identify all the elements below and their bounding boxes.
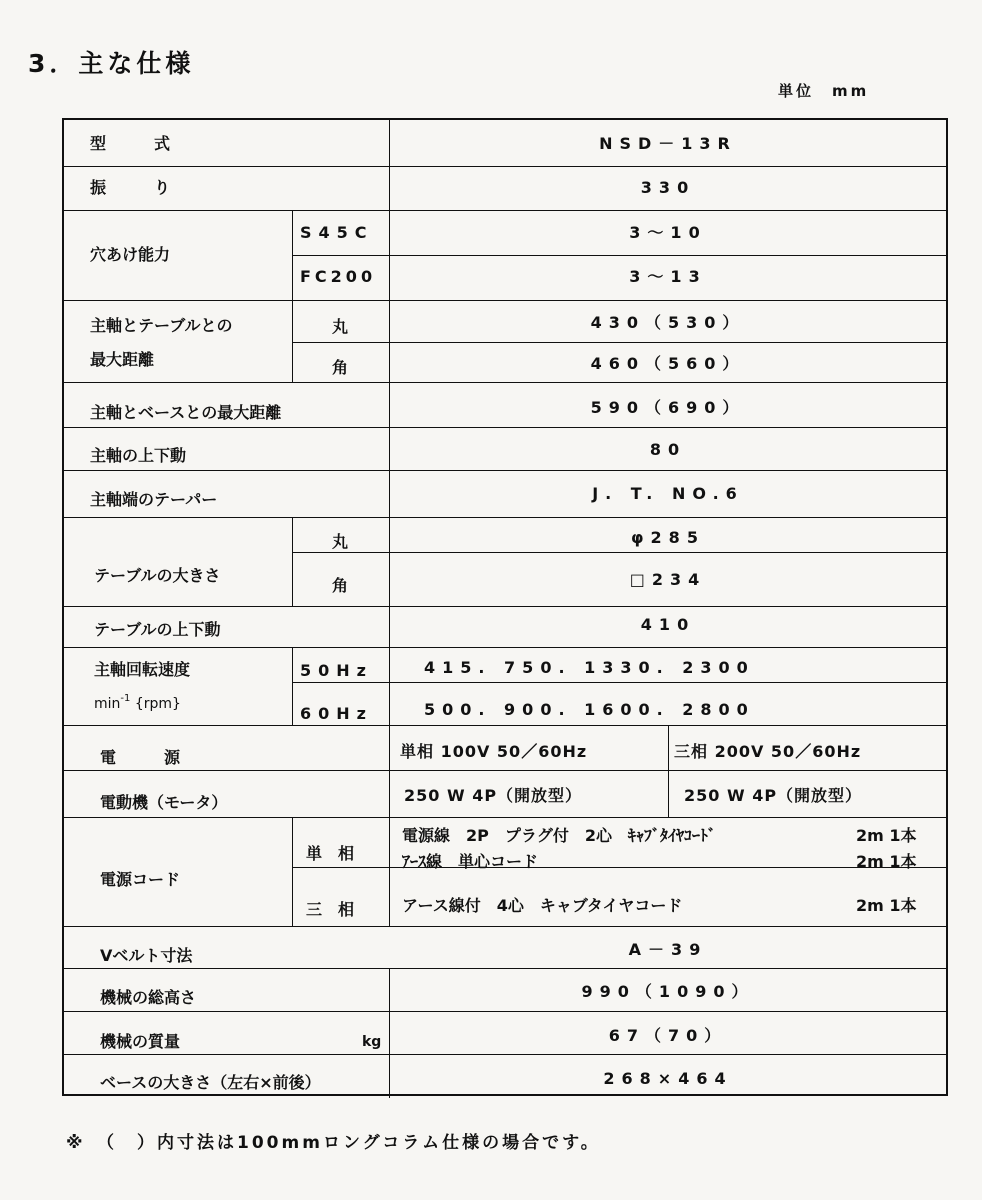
cord-single-line1: 電源線 2P プラグ付 2心 ｷｬﾌﾞﾀｲﾔｺｰﾄﾞ [402, 826, 716, 845]
label-weight-unit: kg [362, 1034, 382, 1050]
value-60hz: 500. 900. 1600. 2800 [424, 700, 755, 719]
value-motor-single: 250 W 4P（開放型） [404, 786, 583, 805]
footnote: ※ （ ）内寸法は100mmロングコラム仕様の場合です。 [66, 1133, 601, 1153]
sub-round-2: 丸 [332, 532, 349, 551]
label-spindle-travel: 主軸の上下動 [90, 446, 187, 465]
sub-50hz: 50Hz [300, 661, 373, 680]
cord-single-line2: ｱｰｽ線 単心コード [402, 852, 539, 871]
value-power-single: 単相 100V 50／60Hz [400, 742, 588, 761]
label-vbelt: Vベルト寸法 [100, 946, 193, 965]
label-spindle-speed-unit: $\min^{-1} \{rpm\}$ [94, 693, 181, 712]
label-swing: 振 り [90, 178, 171, 197]
value-fc200: 3～13 [629, 267, 707, 286]
cord-single-line1-qty: 2m 1本 [856, 826, 917, 845]
value-motor-three: 250 W 4P（開放型） [684, 786, 863, 805]
sub-60hz: 60Hz [300, 704, 373, 723]
label-spindle-table-2: 最大距離 [90, 350, 155, 369]
label-drilling: 穴あけ能力 [90, 245, 171, 264]
sub-fc200: FC200 [300, 267, 377, 286]
label-total-height: 機械の総高さ [100, 988, 197, 1007]
label-base-size: ベースの大きさ（左右×前後） [100, 1073, 321, 1092]
value-spindle-taper: J. T. NO.6 [592, 484, 744, 503]
value-power-three: 三相 200V 50／60Hz [674, 742, 862, 761]
value-table-square: □234 [629, 570, 707, 589]
sub-single-phase: 単 相 [306, 844, 355, 863]
value-50hz: 415. 750. 1330. 2300 [424, 658, 755, 677]
sub-three-phase: 三 相 [306, 900, 355, 919]
label-weight: 機械の質量 [100, 1032, 181, 1051]
value-table-travel: 410 [640, 615, 696, 634]
value-vbelt: A－39 [628, 940, 708, 959]
sub-square-1: 角 [332, 358, 349, 377]
spec-table [62, 118, 948, 1096]
label-spindle-taper: 主軸端のテーパー [90, 490, 218, 509]
value-swing: 330 [640, 178, 696, 197]
label-table-size: テーブルの大きさ [94, 566, 221, 585]
label-spindle-speed: 主軸回転速度 [94, 660, 191, 679]
value-s45c: 3～10 [629, 223, 707, 242]
value-spindle-base: 590（690） [590, 398, 746, 417]
unit-label: 単位 mm [778, 82, 870, 100]
label-motor: 電動機（モータ） [100, 793, 228, 812]
label-power-cord: 電源コード [100, 870, 181, 889]
cord-single-line2-qty: 2m 1本 [856, 852, 917, 871]
sub-round-1: 丸 [332, 317, 349, 336]
value-spindle-table-round: 430（530） [590, 313, 746, 332]
value-table-round: φ285 [631, 528, 705, 547]
value-model: NSD－13R [599, 134, 737, 153]
label-table-travel: テーブルの上下動 [94, 620, 221, 639]
page-title: 3．主な仕様 [28, 49, 195, 78]
sub-s45c: S45C [300, 223, 374, 242]
value-weight: 67（70） [608, 1026, 728, 1045]
cord-three-line1: アース線付 4心 キャブタイヤコード [402, 896, 683, 915]
cord-three-line1-qty: 2m 1本 [856, 896, 917, 915]
label-spindle-base: 主軸とベースとの最大距離 [90, 403, 282, 422]
label-power: 電 源 [100, 748, 181, 767]
sub-square-2: 角 [332, 576, 349, 595]
label-model: 型 式 [90, 134, 171, 153]
value-spindle-travel: 80 [649, 440, 687, 459]
label-spindle-table-1: 主軸とテーブルとの [90, 316, 233, 335]
value-base-size: 268×464 [603, 1069, 733, 1088]
value-spindle-table-square: 460（560） [590, 354, 746, 373]
value-total-height: 990（1090） [581, 982, 755, 1001]
